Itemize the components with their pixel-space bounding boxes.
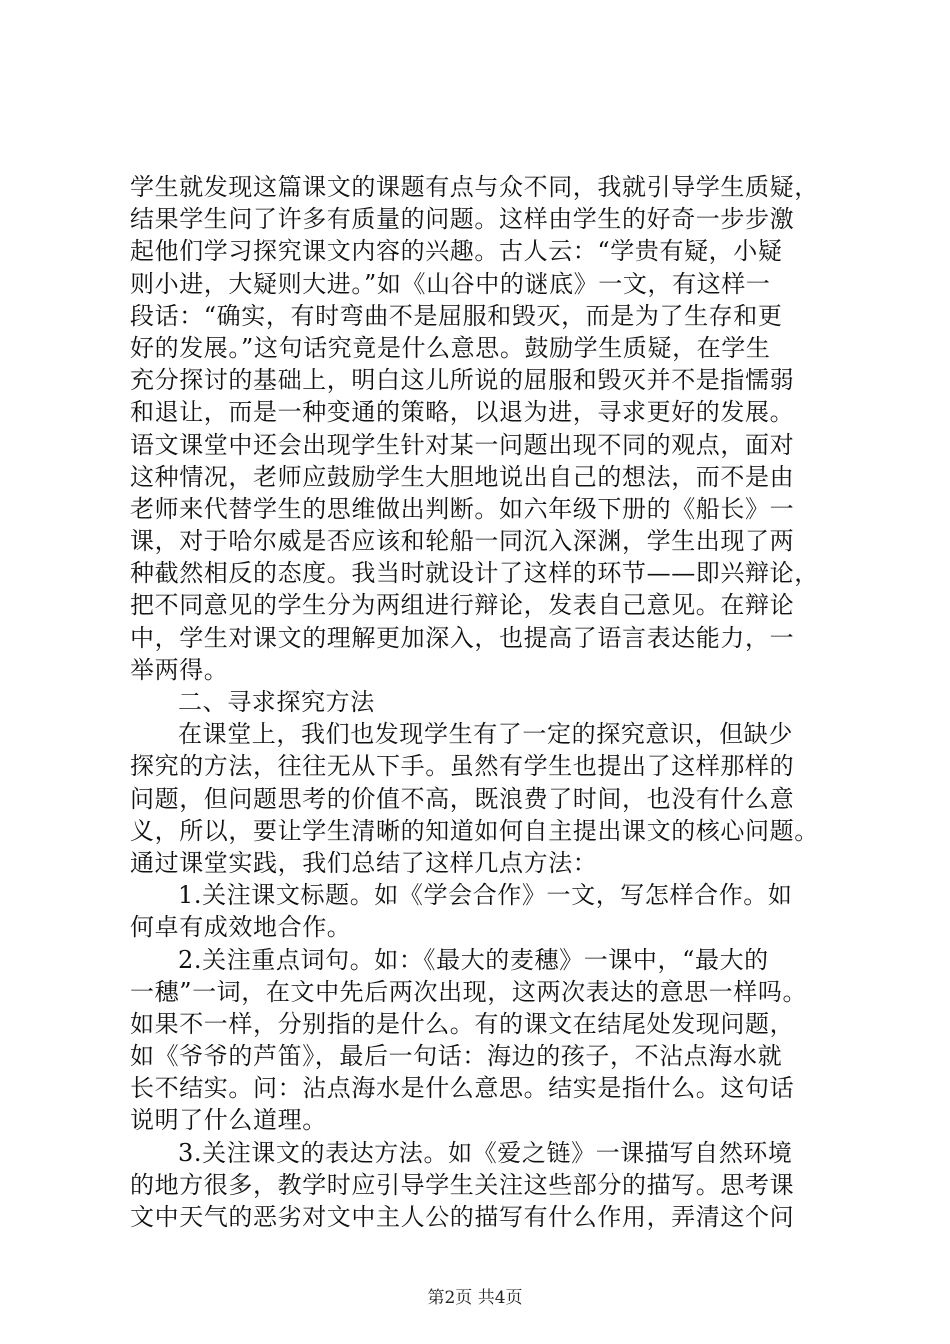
list-item-3: 3.关注课文的表达方法。如《爱之链》一课描写自然环境: [178, 1138, 793, 1167]
text-line: 则小进，大疑则大进。”如《山谷中的谜底》一文，有这样一: [130, 269, 771, 298]
text-line: 种截然相反的态度。我当时就设计了这样的环节——即兴辩论，: [130, 559, 819, 588]
text-line: 老师来代替学生的思维做出判断。如六年级下册的《船长》一: [130, 494, 795, 523]
body-text: [130, 171, 834, 1233]
text-line: 的地方很多，教学时应引导学生关注这些部分的描写。思考课: [130, 1170, 795, 1199]
text-line: 和退让，而是一种变通的策略，以退为进，寻求更好的发展。: [130, 398, 795, 427]
text-line: 段话：“确实，有时弯曲不是屈服和毁灭，而是为了生存和更: [130, 301, 783, 330]
text-line: 在课堂上，我们也发现学生有了一定的探究意识，但缺少: [178, 720, 793, 749]
text-line: 结果学生问了许多有质量的问题。这样由学生的好奇一步步激: [130, 205, 795, 234]
text-line: 举两得。: [130, 655, 229, 684]
text-line: 探究的方法，往往无从下手。虽然有学生也提出了这样那样的: [130, 752, 795, 781]
text-line: 充分探讨的基础上，明白这儿所说的屈服和毁灭并不是指懦弱: [130, 366, 795, 395]
text-line: 义，所以，要让学生清晰的知道如何自主提出课文的核心问题。: [130, 816, 819, 845]
text-line: 这种情况，老师应鼓励学生大胆地说出自己的想法，而不是由: [130, 462, 795, 491]
text-line: 如《爷爷的芦笛》，最后一句话：海边的孩子，不沾点海水就: [130, 1042, 783, 1071]
text-line: 好的发展。”这句话究竟是什么意思。鼓励学生质疑，在学生: [130, 333, 771, 362]
text-line: 通过课堂实践，我们总结了这样几点方法：: [130, 848, 598, 877]
list-item-2: 2.关注重点词句。如：《最大的麦穗》一课中，“最大的: [178, 945, 769, 974]
text-line: 一穗”一词，在文中先后两次出现，这两次表达的意思一样吗。: [130, 977, 808, 1006]
section-heading: 二、寻求探究方法: [178, 688, 375, 716]
text-line: 如果不一样，分别指的是什么。有的课文在结尾处发现问题，: [130, 1009, 795, 1038]
text-line: 中，学生对课文的理解更加深入，也提高了语言表达能力，一: [130, 623, 795, 652]
page-number-footer: 第2页 共4页: [427, 1288, 523, 1308]
text-line: 起他们学习探究课文内容的兴趣。古人云：“学贵有疑，小疑: [130, 237, 783, 266]
text-line: 课，对于哈尔威是否应该和轮船一同沉入深渊，学生出现了两: [130, 527, 795, 556]
text-line: 文中天气的恶劣对文中主人公的描写有什么作用，弄清这个问: [130, 1203, 795, 1231]
text-line: 把不同意见的学生分为两组进行辩论，发表自己意见。在辩论: [130, 591, 795, 620]
text-line: 学生就发现这篇课文的课题有点与众不同，我就引导学生质疑，: [130, 173, 819, 201]
text-line: 长不结实。问：沾点海水是什么意思。结实是指什么。这句话: [130, 1074, 795, 1103]
list-item-1: 1.关注课文标题。如《学会合作》一文，写怎样合作。如: [178, 881, 793, 910]
text-line: 何卓有成效地合作。: [130, 913, 352, 942]
text-line: 语文课堂中还会出现学生针对某一问题出现不同的观点，面对: [130, 430, 795, 459]
text-line: 问题，但问题思考的价值不高，既浪费了时间，也没有什么意: [130, 784, 795, 813]
text-line: 说明了什么道理。: [130, 1106, 327, 1135]
